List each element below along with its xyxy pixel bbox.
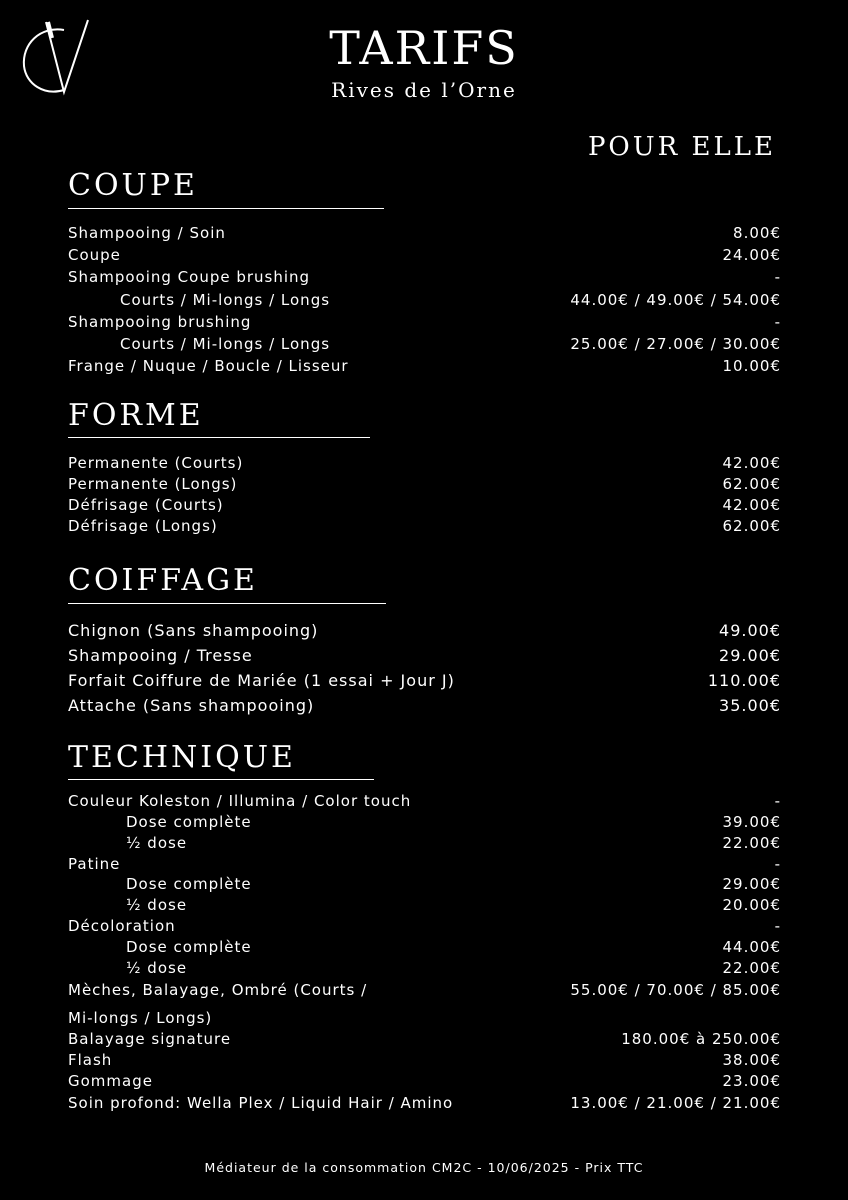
service-label: Dose complète — [126, 813, 252, 831]
service-label: Couleur Koleston / Illumina / Color touch — [68, 792, 412, 810]
service-label: Courts / Mi-longs / Longs — [120, 291, 331, 309]
service-label: Défrisage (Longs) — [68, 517, 218, 535]
section-title-coupe: COUPE — [68, 168, 198, 203]
service-price: 25.00€ / 27.00€ / 30.00€ — [570, 335, 781, 353]
service-price: 180.00€ à 250.00€ — [621, 1030, 781, 1048]
service-price: 8.00€ — [733, 224, 781, 242]
service-price: 110.00€ — [707, 671, 781, 690]
service-label: Balayage signature — [68, 1030, 232, 1048]
section-title-coiffage: COIFFAGE — [68, 563, 258, 598]
section-divider — [68, 603, 386, 604]
service-price: 22.00€ — [722, 959, 781, 977]
service-price: 10.00€ — [722, 357, 781, 375]
service-label: Chignon (Sans shampooing) — [68, 621, 319, 640]
service-price: 35.00€ — [719, 696, 781, 715]
service-price: - — [774, 268, 781, 286]
service-price: 13.00€ / 21.00€ / 21.00€ — [570, 1094, 781, 1112]
service-label: Shampooing / Tresse — [68, 646, 253, 665]
service-label: Flash — [68, 1051, 113, 1069]
section-title-forme: FORME — [68, 398, 204, 433]
service-label: Mèches, Balayage, Ombré (Courts / — [68, 981, 368, 999]
service-label: Décoloration — [68, 917, 176, 935]
service-label: ½ dose — [126, 959, 188, 977]
section-title-technique: TECHNIQUE — [68, 740, 296, 775]
service-price: 20.00€ — [722, 896, 781, 914]
service-price: 62.00€ — [722, 517, 781, 535]
page-title: TARIFS — [329, 21, 519, 75]
service-label: Coupe — [68, 246, 121, 264]
service-label: Dose complète — [126, 875, 252, 893]
service-label: Shampooing Coupe brushing — [68, 268, 311, 286]
service-price: 42.00€ — [722, 454, 781, 472]
service-price: 22.00€ — [722, 834, 781, 852]
service-price: 29.00€ — [719, 646, 781, 665]
service-label: Permanente (Courts) — [68, 454, 244, 472]
service-price: 23.00€ — [722, 1072, 781, 1090]
service-label: Courts / Mi-longs / Longs — [120, 335, 331, 353]
service-label: Permanente (Longs) — [68, 475, 238, 493]
service-price: 44.00€ / 49.00€ / 54.00€ — [570, 291, 781, 309]
service-label: ½ dose — [126, 896, 188, 914]
service-label: Gommage — [68, 1072, 153, 1090]
service-price: 38.00€ — [722, 1051, 781, 1069]
section-divider — [68, 208, 384, 209]
footer-note: Médiateur de la consommation CM2C - 10/06/2025 - Prix TTC — [204, 1160, 644, 1175]
service-price: 29.00€ — [722, 875, 781, 893]
service-price: 55.00€ / 70.00€ / 85.00€ — [570, 981, 781, 999]
column-heading: POUR ELLE — [587, 132, 776, 162]
service-price: 39.00€ — [722, 813, 781, 831]
service-price: - — [774, 917, 781, 935]
service-label: Soin profond: Wella Plex / Liquid Hair / Amino — [68, 1094, 454, 1112]
section-divider — [68, 779, 374, 780]
salon-subtitle: Rives de l’Orne — [331, 78, 517, 102]
service-label: Shampooing / Soin — [68, 224, 226, 242]
service-label: Patine — [68, 855, 121, 873]
service-price: - — [774, 313, 781, 331]
service-label: Attache (Sans shampooing) — [68, 696, 315, 715]
service-label: Frange / Nuque / Boucle / Lisseur — [68, 357, 349, 375]
service-label: Mi-longs / Longs) — [68, 1009, 213, 1027]
service-label: ½ dose — [126, 834, 188, 852]
service-price: 24.00€ — [722, 246, 781, 264]
service-price: 62.00€ — [722, 475, 781, 493]
service-price: - — [774, 792, 781, 810]
service-price: 44.00€ — [722, 938, 781, 956]
section-divider — [68, 437, 370, 438]
service-label: Forfait Coiffure de Mariée (1 essai + Jour J) — [68, 671, 455, 690]
service-price: 42.00€ — [722, 496, 781, 514]
service-label: Défrisage (Courts) — [68, 496, 224, 514]
service-price: - — [774, 855, 781, 873]
service-label: Dose complète — [126, 938, 252, 956]
service-label: Shampooing brushing — [68, 313, 252, 331]
service-price: 49.00€ — [719, 621, 781, 640]
